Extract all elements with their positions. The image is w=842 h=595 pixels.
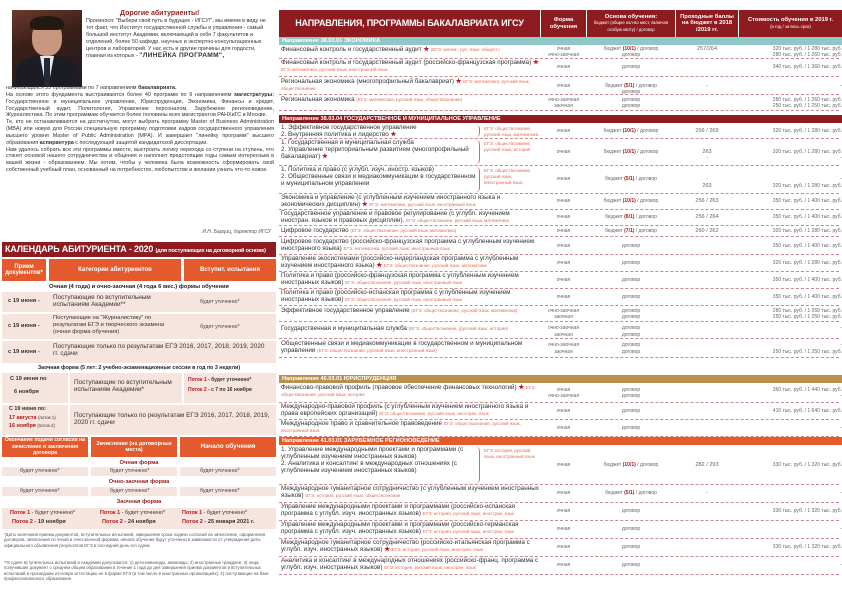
tbd: будет уточнено* [110, 468, 150, 474]
brace-icon [476, 125, 480, 137]
program-name: 1. Государственная и муниципальная служба 2. Управление территориальным развитием (многопрофильный бакалавриат) ★ [281, 139, 469, 160]
brace-icon [476, 167, 480, 192]
cal-date: с 19 июня - [8, 323, 40, 329]
ege-subjects: ЕГЭ: обществознание, русский язык, иностран. язык [379, 410, 489, 416]
cost-cell: 330 тыс. руб. / 1 320 тыс. руб. [772, 461, 842, 468]
para2-bold: магистратуры: [234, 91, 274, 98]
row-separator [279, 357, 839, 358]
section-header: Направление 38.03.01 ЭКОНОМИКА [279, 37, 842, 45]
section-header: Направление 38.03.04 ГОСУДАРСТВЕННОЕ И МУНИЦИПАЛЬНОЕ УПРАВЛЕНИЕ [279, 115, 842, 123]
cost-cell: 330 тыс. руб. / 1 320 тыс. руб. [772, 508, 842, 515]
form-cell: очно-заочная заочная [547, 342, 580, 355]
program-name: Управление экосистемами (российско-нидерландская программа с углубленным изучением иностранного языка) ★ ЕГЭ: обществознание, русский язык, математика [281, 255, 519, 269]
form-parttime: Очно-заочная форма [108, 479, 170, 485]
programs-title: НАПРАВЛЕНИЯ, ПРОГРАММЫ БАКАЛАВРИАТА ИГСУ [279, 10, 540, 37]
basis-cell: договор [621, 64, 641, 71]
form-cell: очная [556, 259, 571, 266]
basis-cell: договор договор [621, 96, 641, 109]
program-name: 1. Политика и право (с углубл. изуч. иностр. языков) 2. Общественные связи и медиакоммуникации в государственном и муниципальном управлении [281, 166, 476, 187]
col-cost-note: (в год / за весь срок) [770, 23, 811, 29]
star-icon: ★ [455, 78, 462, 85]
cal-date: 6 ноября [14, 389, 39, 395]
row-separator [279, 94, 839, 95]
ege-subjects: ЕГЭ: обществознание, русский язык, иностранный язык [281, 421, 521, 433]
cost-cell: 320 тыс. руб. / 1 280 тыс. руб. - [772, 148, 842, 162]
basis-cell: договор [621, 508, 641, 515]
para2-b: Государственное и муниципальное управление, Юриспруденция, Экономика, Финансы и кредит, Государственный аудит, Политология, Управление персоналом, Зарубежное регионоведение, Журналистика. По этим программам обучается более половины всех магистрантов РАНХиГС в Москве. [6, 98, 274, 119]
cost-cell: 330 тыс. руб. / 1 320 тыс. руб. [772, 544, 842, 551]
ege-subjects: ЕГЭ: математика, русский язык, иностранный язык [369, 201, 476, 207]
basis-cell: бюджет (10/1) / договор [603, 148, 659, 155]
program-name: Эффективное государственное управление (ЕГЭ: обществознание, русский язык, математика) [281, 307, 518, 314]
cal-date: С 19 июня по [10, 376, 47, 382]
form-cell: очная [556, 176, 571, 183]
program-name: Экономика и управление (с углубленным изучением иностранного языка и экономических дисциплин) ★ ЕГЭ: математика, русский язык, иностранный язык [281, 194, 501, 208]
basis-cell: бюджет (7/1) / договор [605, 228, 657, 235]
cost-cell: 360 тыс. руб. / 1 440 тыс. руб. - [772, 386, 842, 399]
program-name: Финансовый контроль и государственный аудит ★ (ЕГЭ: матем., рус. язык, общест.) [281, 46, 500, 53]
form-cell: очная [556, 276, 571, 283]
form-cell: очная [556, 544, 571, 551]
cal-header-deadline: Окончание подачи согласия на зачисление и заключения договора [2, 437, 88, 457]
score-cell: - [706, 82, 708, 89]
program-name: Политика и право (российско-испанская программа с углубленным изучением иностранных языков) ЕГЭ: обществознание, русский язык, иностранный язык [281, 289, 511, 303]
form-cell: очная [556, 198, 571, 205]
tbd: будет уточнено* [20, 468, 60, 474]
cal-date: с 19 июня - [8, 298, 40, 304]
basis-cell: бюджет (5/1) / договор [605, 176, 657, 183]
footnote-2: **К сдаче вступительных испытаний в Академии допускаются: 1) дети-инвалиды, инвалиды; 2) иностранные граждане; 3) лица, получившие документ о среднем общем образовании в течение 1 года до дня завершения приема документов и вступительных испытаний и прошедшие итоговую аттестацию не в форме ЕГЭ (в том числе в иностранных организациях); 4) поступающие на базе профессионального образования. [4, 560, 269, 581]
cost-cell: - 250 тыс. руб. / 1 250 тыс. руб. [772, 342, 842, 355]
cal-header-category: Категории абитуриентов [49, 259, 181, 281]
program-name: 1. Эффективное государственное управление 2. Внутренняя политика и лидерство ★ [281, 124, 417, 138]
basis-cell: бюджет (10/1) / договор [603, 127, 659, 134]
cal-exam: будет уточнено* [200, 324, 240, 330]
col-form: Форма обучения [541, 10, 586, 37]
cal-category: Поступающие по вступительным испытаниям Академии** [53, 294, 151, 309]
program-name: Государственное управление и правовое регулирование (с углубл. изучением иностран. языков и правовых дисциплин). ЕГЭ: обществознание, русский язык, математика [281, 210, 510, 224]
form-cell: очно-заочная заочная [547, 325, 580, 338]
form-cell: очная [556, 228, 571, 235]
signature: И.Н. Барциц, директор ИГСУ [202, 229, 271, 235]
cost-cell: - [840, 82, 842, 89]
cost-cell: 340 тыс. руб. / 1 360 тыс. руб. [772, 64, 842, 71]
cost-cell: - 320 тыс. руб. / 1 280 тыс. руб. [772, 176, 842, 189]
ege-subjects: ЕГЭ: история, русский язык, иностран. язык [384, 564, 476, 570]
left-column [0, 0, 277, 595]
form-cell: очная [556, 214, 571, 221]
ege-subjects: ЕГЭ: математика, русский язык, иностранный язык [343, 245, 450, 251]
ege-subjects: ЕГЭ: история, русский язык, иностранный язык [484, 448, 535, 459]
basis-cell: договор [621, 293, 641, 300]
program-name: Цифровое государство (российско-французская программа с углубленным изучением иностранного языка) ЕГЭ: математика, русский язык, иностранный язык [281, 238, 535, 252]
cost-cell: 280 тыс. руб. / 1 260 тыс. руб. 250 тыс. руб. / 1 250 тыс. руб. [772, 307, 842, 320]
programs-column [279, 0, 842, 595]
program-name: 1. Управление международными проектами и программами (с углубленным изучением иностранных языков) 2. Аналитика и консалтинг в международных отношениях (с углубленным изучением иностранных языков) [281, 446, 464, 474]
cal-header-start: Начало обучения [180, 437, 276, 457]
ege-subjects: ЕГЭ: обществознание, русский язык, иностранный язык [484, 168, 532, 185]
cost-cell: - [840, 526, 842, 533]
stream2-b: Поток 2 - 24 ноября [102, 519, 156, 525]
program-name: Политика и право (российско-французская программа с углубленным изучением иностранных языков) ЕГЭ: обществознание, русский язык, иностранный язык [281, 272, 519, 286]
score-cell: 256 / 269 [695, 127, 719, 134]
row-separator [279, 110, 839, 111]
form-cell: очная [556, 424, 571, 431]
intro-highlight: "ЛИНЕЙКА ПРОГРАММ", [139, 51, 225, 59]
cal-category: Поступающие на "Журналистику" по результатам ЕГЭ и творческого экзамена (очная форма обучения) [53, 315, 165, 335]
basis-cell: бюджет (5/1) / договор договор [605, 82, 657, 96]
form-cell: очная очно-заочная [547, 46, 580, 59]
col-basis-label: Основа обучения: [604, 14, 658, 21]
program-name: Финансово-правовой профиль (правовое обеспечение финансовых технологий) ★ ЕГЭ: обществознание, русский язык, история [281, 384, 536, 397]
score-cell: 263 - [702, 148, 712, 162]
cost-cell: 410 тыс. руб. / 1 640 тыс. руб. [772, 407, 842, 414]
stream1-b: Поток 1 - будет уточнено* [100, 510, 166, 516]
ege-subjects: ЕГЭ: обществознание, русский язык, иностранный язык [345, 296, 462, 302]
program-name: Финансовый контроль и государственный аудит (российско-французская программа) ★ ЕГЭ: математика, русский язык, иностранный язык [281, 59, 539, 72]
intro-text [86, 18, 274, 59]
cost-cell: 350 тыс. руб. / 1 400 тыс. руб. [772, 214, 842, 221]
basis-cell: бюджет (10/1) / договор договор [603, 46, 659, 59]
program-name: Управление международными проектами и программами (российско-испанская программа с углубл. изуч. иностранных языков) ЕГЭ: история, русский язык, иностран. язык [281, 503, 516, 517]
score-cell: 256 / 264 [695, 214, 719, 221]
stream2-a: Поток 2 - 19 ноября [12, 519, 66, 525]
cal-date: С 19 июня по: [9, 406, 47, 412]
ege-subjects: ЕГЭ: обществознание, русский язык, математика [383, 262, 487, 268]
basis-cell: договор [621, 424, 641, 431]
form-fulltime: Очная форма [119, 460, 159, 466]
row-separator [279, 574, 839, 575]
tbd: будет уточнено* [200, 468, 240, 474]
form-cell: очная [556, 127, 571, 134]
section-header: Направление 40.03.01 ЮРИСПРУДЕНЦИЯ [279, 375, 842, 383]
row-separator [279, 338, 839, 339]
ege-subjects: ЕГЭ: обществознание, русский язык, математика [484, 126, 539, 137]
form-cell: очная [556, 562, 571, 569]
line2: начинающаяся 35 программами по 7 направлениям [6, 85, 137, 91]
cost-cell: 350 тыс. руб. / 1 400 тыс. руб. [772, 242, 842, 249]
basis-cell: договор договор [621, 342, 641, 355]
para2-a: На основе этого фундамента выстраиваются более 40 программ по 9 направлениям [6, 91, 232, 98]
cost-cell: 350 тыс. руб. / 1 400 тыс. руб. [772, 276, 842, 283]
program-name: Региональная экономика (ЕГЭ: математика, русский язык, обществознание) [281, 96, 463, 103]
score-cell: 256 / 263 [695, 198, 719, 205]
basis-cell: договор договор [621, 325, 641, 338]
ege-subjects: ЕГЭ: обществознание, русский язык, иностранный язык [345, 279, 462, 285]
footnote-1: *Даты окончания приема документов, вступительных испытаний, завершения срока подачи согласий на зачисление, оформления договоров, зачисления по очной и очно-заочной формам, начала обучения будут уточнены в зависимости от утверждения даты официального объявления результатов ЕГЭ в последний день его сдачи. [4, 532, 266, 548]
calendar-title [2, 242, 276, 257]
brace-icon [476, 447, 480, 483]
stream2-c: Поток 2 - 25 января 2021 г. [182, 519, 255, 525]
body-text [6, 85, 274, 174]
form-extramural: Заочная форма [116, 499, 162, 505]
form-cell: очная [556, 508, 571, 515]
basis-cell: договор [621, 276, 641, 283]
line2-bold: бакалавриата. [137, 85, 177, 91]
basis-cell: бюджет (5/1) / договор [605, 490, 657, 497]
basis-cell: договор [621, 544, 641, 551]
basis-cell: договор [621, 526, 641, 533]
col-cost [739, 10, 842, 37]
ege-subjects: ЕГЭ: обществознание, русский язык, математика [406, 217, 509, 223]
extramural-heading: Заочная форма (5 лет: 2 учебно-экзаменационные сессии в год по 3 недели) [37, 365, 241, 371]
basis-cell: бюджет (8/1) / договор [605, 214, 657, 221]
score-cell: - [706, 490, 708, 497]
ege-subjects: ЕГЭ: обществознание, русский язык, история [281, 385, 536, 397]
cal-header-enroll: Зачисление (на договорные места) [91, 437, 177, 457]
ege-subjects: ЕГЭ: история, русский язык, обществознание [305, 492, 401, 498]
program-name: Государственная и муниципальная служба (ЕГЭ: обществознание, (русский язык, история) [281, 325, 509, 332]
calendar-title-note: (для поступающих на договорной основе) [155, 248, 266, 254]
cost-cell: 320 тыс. руб. / 1 280 тыс. руб. [772, 127, 842, 134]
star-icon: ★ [361, 200, 368, 208]
para3-bold: аспирантура [39, 139, 74, 146]
stream1-a: Поток 1 - будет уточнено* [10, 510, 76, 516]
ege-subjects: (ЕГЭ: обществознание, русский язык, математика) [350, 228, 457, 233]
cost-cell: 350 тыс. руб. / 1 400 тыс. руб. [772, 293, 842, 300]
program-name: Аналитика и консалтинг в международных отношениях (российско-франц. программа с углубл. изуч. иностранных языков) ЕГЭ: история, русский язык, иностран. язык [281, 557, 539, 571]
ege-subjects: (ЕГЭ: обществознание, русский язык, математика) [411, 308, 518, 313]
cal-date: 16 ноября (поток 2) [9, 423, 55, 429]
score-cell: 282 / 293 [695, 461, 719, 468]
form-cell: очно-заочная заочная [547, 96, 580, 109]
col-score: Проходные баллы на бюджет в 2018 /2019 гг. [676, 10, 738, 37]
star-icon: ★ [533, 59, 539, 66]
program-name: Цифровое государство (ЕГЭ: обществознание, русский язык, математика) [281, 227, 457, 234]
ege-subjects: (ЕГЭ: обществознание, (русский язык, история) [408, 326, 509, 331]
star-icon: ★ [322, 152, 328, 160]
para4: Нам удалось собрать все эти программы вместе, выстроить логику перехода со ступени на ступень, что станет основой нашего сотрудничества и общения и наполнит предстоящие годы самым интересным в вашей жизни - образованием. Мы хотим, чтобы у человека была возможность сформировать свой собственный учебный план, основанный на потребностях, любопытстве и желании узнать что-то новое. [6, 146, 274, 174]
ege-subjects: ЕГЭ: история, русский язык, иностран. язык [422, 528, 515, 534]
form-cell: очная [556, 293, 571, 300]
cost-cell: - [840, 490, 842, 497]
cost-cell: - [840, 325, 842, 332]
cal-date: 17 августа (поток 1) [9, 415, 56, 421]
ege-subjects: (ЕГЭ: обществознание, русский язык, иностранный язык) [317, 347, 437, 353]
star-icon: ★ [384, 545, 390, 553]
row-separator [279, 321, 839, 322]
section-header: Направление 41.03.01 ЗАРУБЕЖНОЕ РЕГИОНОВЕДЕНИЕ [279, 437, 842, 445]
cost-cell: - [840, 424, 842, 431]
ege-subjects: ЕГЭ: обществознание, русский язык, история [484, 141, 532, 152]
score-cell: 260 / 262 [695, 228, 719, 235]
cal-category: Поступающие по вступительным испытаниям Академии* [74, 379, 172, 394]
cost-cell: - [840, 562, 842, 569]
row-separator [279, 305, 839, 306]
form-cell: очная [556, 407, 571, 414]
basis-cell: договор договор [621, 307, 641, 320]
program-name: Общественные связи и медиакоммуникации в государственном и муниципальном управлении (ЕГЭ: обществознание, русский язык, иностранный язык) [281, 340, 523, 354]
brace-icon [476, 140, 480, 164]
greeting-title: Дорогие абитуриенты! [120, 10, 200, 17]
stream1-c: Поток 1 - будет уточнено* [182, 510, 248, 516]
cal-header-exam: Вступит. испытания [184, 259, 276, 281]
star-icon: ★ [423, 46, 429, 53]
basis-cell: бюджет (10/1) / договор [603, 461, 659, 468]
ege-subjects: ЕГЭ: математика, русский язык, иностранный язык [281, 66, 388, 72]
ege-subjects: (ЕГЭ: матем., рус. язык, общест.) [430, 47, 500, 52]
col-basis-note: бюджет (общее кол-во мест, включая особую квоту) / договор [593, 20, 669, 32]
form-cell: очная [556, 461, 571, 468]
program-name: Управление международными проектами и программами (российско-германская программа с углубл. изуч. иностранных языков) ЕГЭ: история, русский язык, иностран. язык [281, 521, 519, 535]
calendar-title-text: КАЛЕНДАРЬ АБИТУРИЕНТА - 2020 [5, 244, 154, 254]
director-photo [12, 10, 82, 87]
intro-paragraph: Произнося: "Выбери свой путь в будущее - ИГСУ!", мы имеем в виду не тот факт, что Институт государственной службы и управления - самый большой институт Академии, включающий в себя 7 факультетов и отделений, более 50 кафедр, научных и экспертно-консультационных центров и лабораторий. У нас есть и другие причины для гордости, главная из которых - [86, 18, 266, 59]
tbd: будет уточнено* [200, 488, 240, 494]
form-cell: очная [556, 64, 571, 71]
program-name: Международное право и сравнительное правоведение ЕГЭ: обществознание, русский язык, иностранный язык [281, 420, 521, 433]
star-icon: ★ [376, 261, 382, 269]
cal-date: с 19 июня - [8, 349, 40, 355]
program-name: Международное гуманитарное сотрудничество (российско-итальянская программа с углубл. изуч. иностранных языков) ★ ЕГЭ: история, русский язык, иностран. язык [281, 539, 530, 553]
cal-exam: будет уточнено* [200, 299, 240, 305]
ege-subjects: ЕГЭ: история, русский язык, иностран. язык [422, 510, 515, 516]
stream-2: Поток 2 - с 7 по 16 ноября [188, 387, 252, 393]
basis-cell: договор [621, 562, 641, 569]
cost-cell: 350 тыс. руб. / 1 400 тыс. руб. [772, 198, 842, 205]
cost-cell: 280 тыс. руб. / 1 260 тыс. руб. 250 тыс. руб. / 1 250 тыс. руб. [772, 96, 842, 109]
row-separator [279, 76, 839, 77]
col-basis [587, 10, 675, 37]
cal-category: Поступающие только по результатам ЕГЭ 2016, 2017, 2018, 2019, 2020 гг. сдачи [74, 412, 270, 427]
star-icon: ★ [390, 130, 397, 138]
program-name: Международное гуманитарное сотрудничество (с углубленным изучением иностранных языков) ЕГЭ: история, русский язык, обществознание [281, 485, 539, 499]
row-separator [279, 236, 839, 237]
ege-subjects: ЕГЭ: математика, русский язык, обществознание [281, 79, 530, 91]
fulltime-heading: Очная (4 года) и очно-заочная (4 года 6 мес.) формы обучения [49, 284, 229, 290]
basis-cell: договор [621, 407, 641, 414]
cal-header-docs: Прием документов* [2, 259, 46, 281]
basis-cell: договор [621, 259, 641, 266]
para3-b: с последующей защитой кандидатской диссертации. [75, 139, 208, 146]
col-cost-label: Стоимость обучения в 2019 г. [747, 17, 833, 24]
basis-cell: договор договор [621, 386, 641, 399]
form-cell: очная [556, 148, 571, 155]
basis-cell: договор [621, 242, 641, 249]
program-name: Международно-правовой профиль (с углубленным изучением иностранного языка и права европейских организаций) ЕГЭ: обществознание, русский язык, иностран. язык [281, 403, 529, 417]
form-cell: очная очно-заочная [547, 386, 580, 399]
tbd: будет уточнено* [110, 488, 150, 494]
cost-cell: 320 тыс. руб. / 1 280 тыс. руб. [772, 259, 842, 266]
cost-cell: 320 тыс. руб. / 1 280 тыс. руб. [772, 228, 842, 235]
score-cell: - 263 [702, 176, 712, 189]
star-icon: ★ [518, 384, 525, 391]
tbd: будет уточнено* [20, 488, 60, 494]
cost-cell: 320 тыс. руб. / 1 280 тыс. руб. 280 тыс. руб. / 1 260 тыс. руб. [772, 46, 842, 59]
ege-subjects: (ЕГЭ: математика, русский язык, обществознание) [356, 97, 463, 102]
form-cell: очная [556, 82, 571, 89]
form-cell: очная [556, 490, 571, 497]
score-cell: 257/264 [696, 46, 718, 52]
program-name: Региональная экономика (многопрофильный бакалавриат) ★ ЕГЭ: математика, русский язык, обществознание [281, 78, 530, 91]
form-cell: очная [556, 526, 571, 533]
cal-category: Поступающие только по результатам ЕГЭ 2016, 2017, 2018, 2019, 2020 гг. сдачи [53, 343, 265, 358]
form-cell: очно-заочная заочная [547, 307, 580, 320]
form-cell: очная [556, 242, 571, 249]
basis-cell: бюджет (10/1) / договор [603, 198, 659, 205]
row-separator [279, 225, 839, 226]
para3-a: Те, кто не останавливаются на достигнутом, могут выбрать программу Master of Business Administration (MBA) или новую для России специальную программу подготовки кадров государственного управления высшего уровня Master of Public Administration (MPA). И завершает "линейку программ" высшего образования [6, 119, 274, 146]
ege-subjects: ЕГЭ: история, русский язык, иностран. язык [391, 546, 484, 552]
stream-1: Поток 1 - будет уточнено* [188, 377, 252, 383]
